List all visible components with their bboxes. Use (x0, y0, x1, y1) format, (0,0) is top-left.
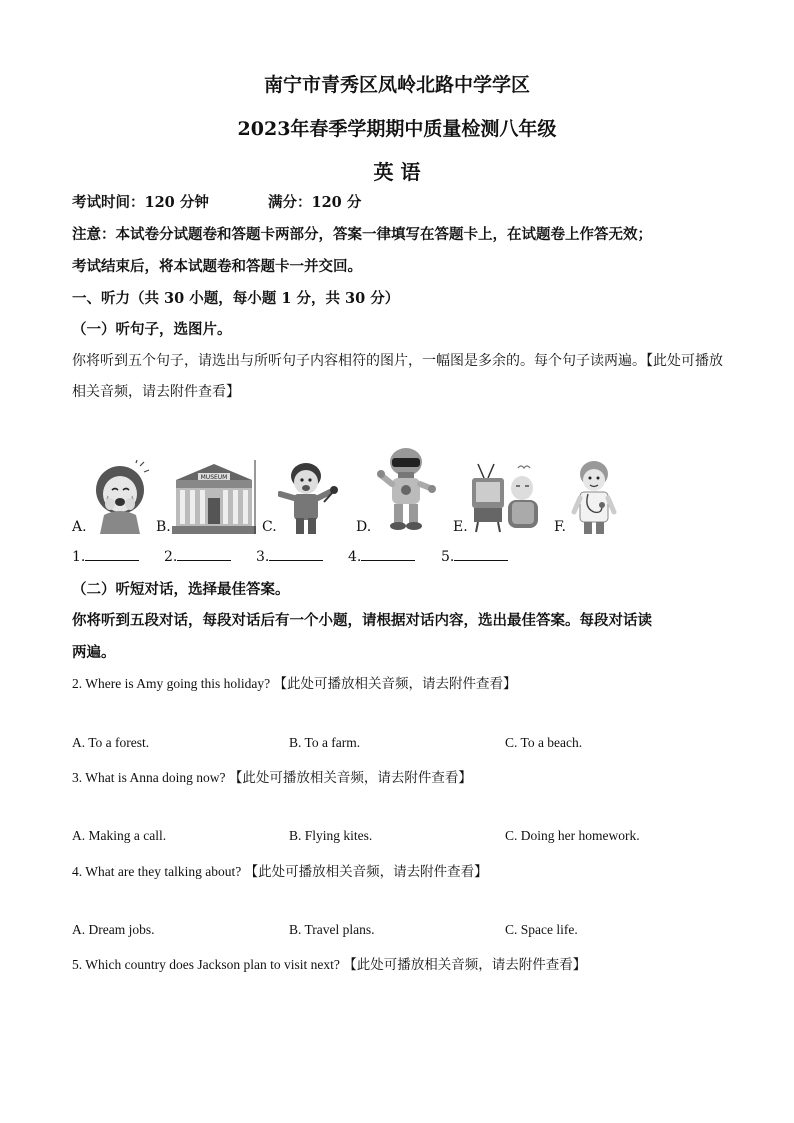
blank-label: 1. (72, 549, 86, 565)
singing-boy-icon (278, 458, 348, 534)
picture-letter-e: E. (453, 519, 468, 535)
question-3-option-a[interactable]: A. Making a call. (72, 828, 167, 843)
tired-man-with-tv-icon (470, 458, 544, 534)
subject-title: 英 语 (373, 160, 421, 184)
picture-letter-a: A. (72, 519, 87, 535)
part1-instructions-2: 相关音频，请去附件查看】 (72, 384, 240, 400)
picture-letter-d: D. (356, 519, 372, 535)
question-2-stem: 2. Where is Amy going this holiday? 【此处可播放相关音频，请去附件查看】 (72, 676, 517, 691)
answer-blank-5[interactable] (441, 548, 508, 565)
answer-blank-1[interactable] (72, 548, 139, 565)
question-5-stem: 5. Which country does Jackson plan to visit next? 【此处可播放相关音频，请去附件查看】 (72, 957, 587, 972)
crying-girl-icon (90, 460, 150, 534)
question-2-option-a[interactable]: A. To a forest. (72, 735, 150, 750)
question-2-option-c[interactable]: C. To a beach. (505, 735, 583, 750)
exam-time: 考试时间：120 分钟 (72, 194, 209, 211)
blank-line[interactable] (269, 548, 323, 561)
question-2-option-b[interactable]: B. To a farm. (289, 735, 361, 750)
question-4-option-b[interactable]: B. Travel plans. (289, 922, 375, 937)
question-4-stem: 4. What are they talking about? 【此处可播放相关音频，请去附件查看】 (72, 864, 488, 879)
museum-building-icon (172, 460, 256, 534)
full-score: 满分：120 分 (268, 194, 362, 211)
picture-letter-b: B. (156, 519, 171, 535)
answer-blank-3[interactable] (256, 548, 323, 565)
notice-line-2: 考试结束后，将本试题卷和答题卡一并交回。 (72, 258, 362, 275)
blank-label: 3. (256, 549, 270, 565)
blank-line[interactable] (85, 548, 139, 561)
blank-line[interactable] (454, 548, 508, 561)
blank-line[interactable] (177, 548, 231, 561)
robot-icon (374, 446, 440, 532)
question-3-option-b[interactable]: B. Flying kites. (289, 828, 373, 843)
question-4-option-a[interactable]: A. Dream jobs. (72, 922, 155, 937)
blank-line[interactable] (361, 548, 415, 561)
part2-instructions-2: 两遍。 (72, 644, 116, 661)
question-3-stem: 3. What is Anna doing now? 【此处可播放相关音频，请去附件查看】 (72, 770, 472, 785)
museum-sign: MUSEUM (200, 474, 228, 481)
exam-title: 2023年春季学期期中质量检测八年级 (237, 118, 557, 140)
answer-blank-2[interactable] (164, 548, 231, 565)
section-listening-title: 一、听力（共 30 小题，每小题 1 分，共 30 分） (72, 290, 400, 307)
question-4-option-c[interactable]: C. Space life. (505, 922, 578, 937)
part2-title: （二）听短对话，选择最佳答案。 (72, 581, 290, 598)
picture-letter-c: C. (262, 519, 277, 535)
answer-blank-4[interactable] (348, 548, 415, 565)
part1-title: （一）听句子，选图片。 (72, 321, 232, 338)
doctor-icon (570, 458, 620, 534)
part2-instructions-1: 你将听到五段对话，每段对话后有一个小题，请根据对话内容，选出最佳答案。每段对话读 (72, 612, 652, 629)
notice-line-1: 注意：本试卷分试题卷和答题卡两部分，答案一律填写在答题卡上，在试题卷上作答无效； (72, 226, 652, 243)
part1-instructions-1: 你将听到五个句子，请选出与所听句子内容相符的图片，一幅图是多余的。每个句子读两遍。【此处可播放 (72, 353, 723, 369)
blank-label: 4. (348, 549, 362, 565)
picture-letter-f: F. (554, 519, 566, 535)
blank-label: 5. (441, 549, 455, 565)
question-3-option-c[interactable]: C. Doing her homework. (505, 828, 640, 843)
blank-label: 2. (164, 549, 178, 565)
school-title: 南宁市青秀区凤岭北路中学学区 (263, 74, 530, 96)
